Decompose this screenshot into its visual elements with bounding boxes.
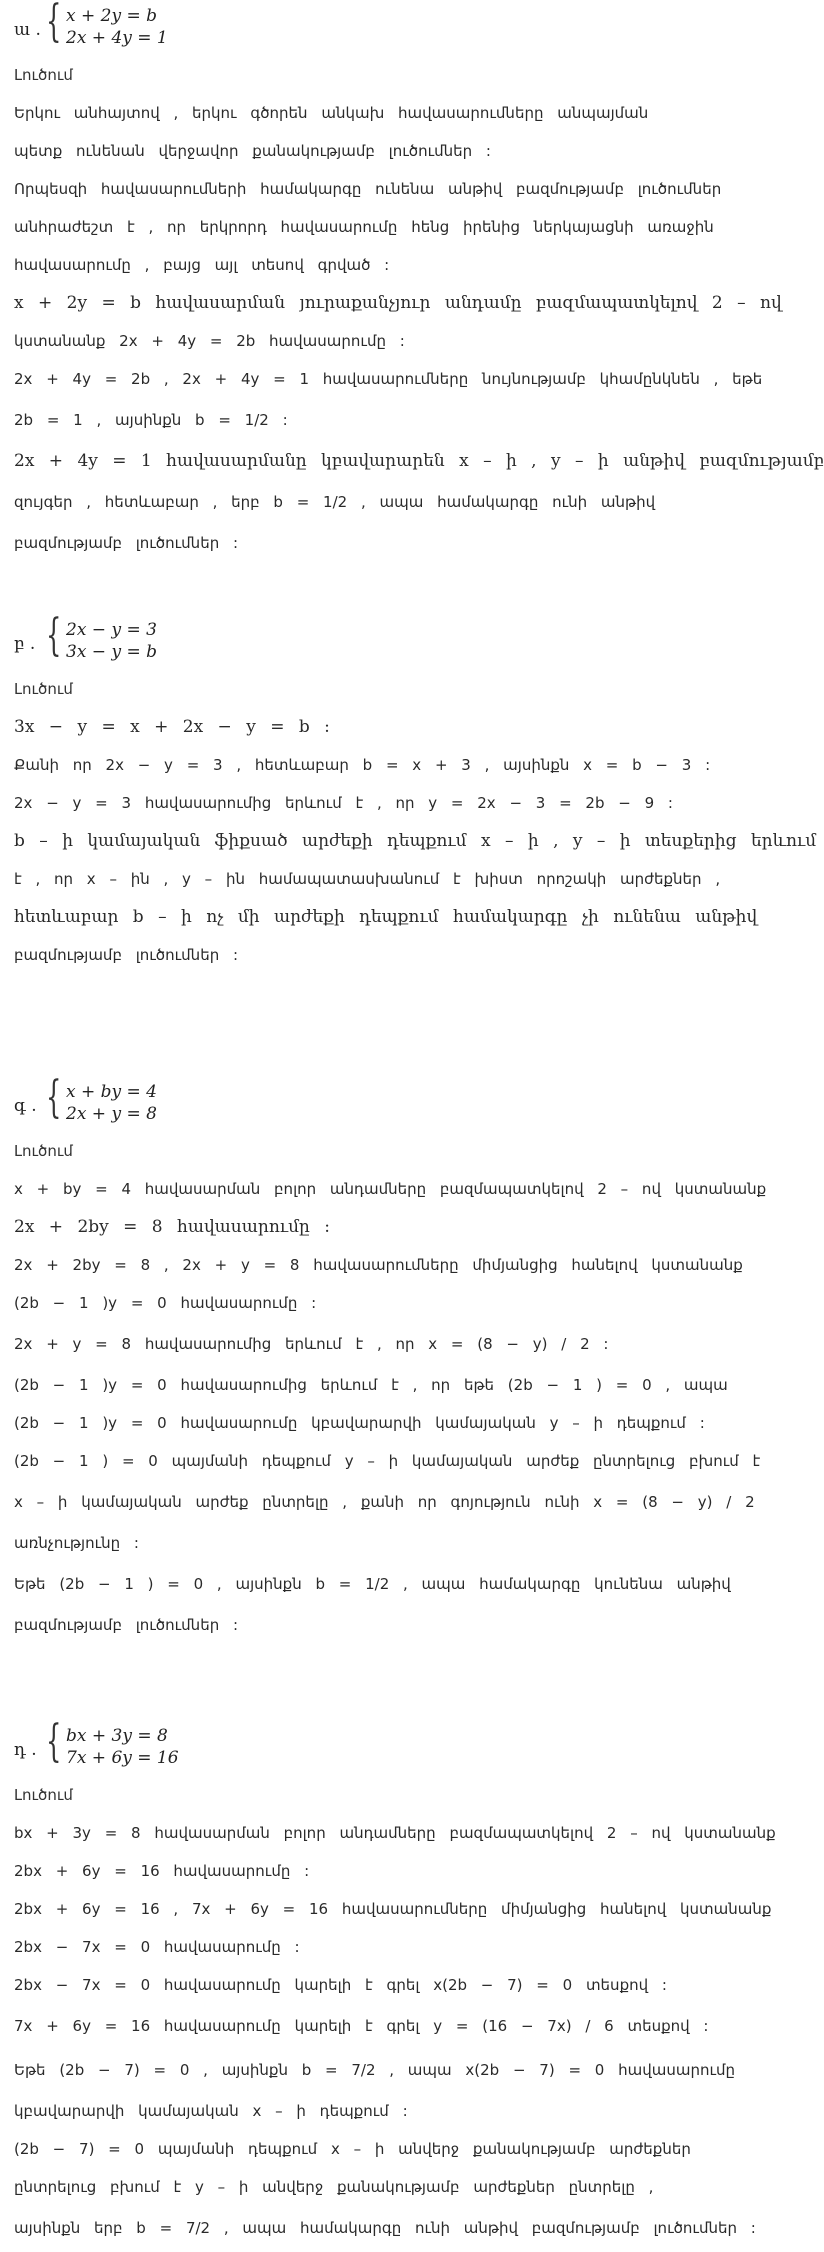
text-line: 2x − y = 3 հավասարումից երևում է , որ y = 2x − 3 = 2b − 9 :: [14, 794, 673, 812]
text-line: Որպեսզի հավասարումների համակարգը ունենա անթիվ բազմությամբ լուծումներ: [14, 180, 722, 198]
solution-heading: Լուծում: [14, 66, 73, 84]
text-line: անհրաժեշտ է , որ երկրորդ հավասարումը հենց իրենից ներկայացնի առաջին: [14, 218, 714, 236]
text-line: (2b − 1 )y = 0 հավասարումը կբավարարվի կամայական y – ի դեպքում :: [14, 1414, 705, 1432]
problem-label: դ .: [14, 1740, 37, 1760]
equation-2: 2x + 4y = 1: [66, 28, 168, 48]
equation-1: bx + 3y = 8: [66, 1726, 168, 1746]
problem-label: գ .: [14, 1096, 37, 1116]
text-line: 2x + 2by = 8 հավասարումը :: [14, 1217, 330, 1237]
text-line: Եթե (2b − 7) = 0 , այսինքն b = 7/2 , ապա x(2b − 7) = 0 հավասարումը: [14, 2061, 736, 2079]
equation-system: [14, 1072, 704, 1132]
equation-2: 2x + y = 8: [66, 1104, 157, 1124]
text-line: (2b − 7) = 0 պայմանի դեպքում x – ի անվերջ քանակությամբ արժեքներ: [14, 2140, 691, 2158]
problem-c: [14, 1072, 767, 1644]
text-line: զույգեր , հետևաբար , երբ b = 1/2 , ապա համակարգը ունի անթիվ: [14, 493, 656, 511]
text-line: b – ի կամայական ֆիքսած արժեքի դեպքում x – ի , y – ի տեսքերից երևում: [14, 831, 817, 851]
text-line: 2bx + 6y = 16 , 7x + 6y = 16 հավասարումները միմյանցից հանելով կստանանք: [14, 1900, 772, 1918]
problem-label: ա .: [14, 20, 41, 40]
text-line: պետք ունենան վերջավոր քանակությամբ լուծումներ :: [14, 142, 491, 160]
text-line: կբավարարվի կամայական x – ի դեպքում :: [14, 2102, 408, 2120]
problem-b: [14, 610, 817, 974]
equation-2: 3x − y = b: [66, 642, 157, 662]
solution-heading: Լուծում: [14, 1786, 73, 1804]
brace-icon: {: [46, 610, 62, 661]
text-line: 2x + 4y = 2b , 2x + 4y = 1 հավասարումները նույնությամբ կհամընկնեն , եթե: [14, 370, 763, 388]
solution-heading: Լուծում: [14, 1142, 73, 1160]
equation-1: x + by = 4: [66, 1082, 157, 1102]
text-line: Քանի որ 2x − y = 3 , հետևաբար b = x + 3 , այսինքն x = b − 3 :: [14, 756, 711, 774]
text-line: bx + 3y = 8 հավասարման բոլոր անդամները բազմապատկելով 2 – ով կստանանք: [14, 1824, 776, 1842]
text-line: կստանանք 2x + 4y = 2b հավասարումը :: [14, 332, 405, 350]
equation-2: 7x + 6y = 16: [66, 1748, 179, 1768]
text-line: x + by = 4 հավասարման բոլոր անդամները բազմապատկելով 2 – ով կստանանք: [14, 1180, 767, 1198]
text-line: (2b − 1 )y = 0 հավասարումը :: [14, 1294, 317, 1312]
text-line: x – ի կամայական արժեք ընտրելը , քանի որ գոյություն ունի x = (8 − y) / 2: [14, 1493, 755, 1511]
text-line: 2x + 4y = 1 հավասարմանը կբավարարեն x – ի , y – ի անթիվ բազմությամբ: [14, 451, 824, 471]
brace-icon: {: [46, 1072, 62, 1123]
text-line: առնչությունը :: [14, 1534, 139, 1552]
text-line: x + 2y = b հավասարման յուրաքանչյուր անդամը բազմապատկելով 2 – ով: [14, 293, 782, 313]
equation-1: x + 2y = b: [66, 6, 157, 26]
text-line: 2bx − 7x = 0 հավասարումը :: [14, 1938, 300, 1956]
problem-d: [14, 1716, 776, 2250]
text-line: 2b = 1 , այսինքն b = 1/2 :: [14, 411, 288, 429]
equation-1: 2x − y = 3: [66, 620, 157, 640]
equation-system: [14, 0, 704, 56]
text-line: 3x − y = x + 2x − y = b :: [14, 717, 330, 737]
brace-icon: {: [46, 1716, 62, 1767]
brace-icon: {: [46, 0, 62, 47]
text-line: բազմությամբ լուծումներ :: [14, 946, 239, 964]
text-line: 7x + 6y = 16 հավասարումը կարելի է գրել y = (16 − 7x) / 6 տեսքով :: [14, 2017, 709, 2035]
text-line: է , որ x – ին , y – ին համապատասխանում է խիստ որոշակի արժեքներ ,: [14, 870, 721, 888]
equation-system: [14, 1716, 704, 1776]
text-line: (2b − 1 ) = 0 պայմանի դեպքում y – ի կամայական արժեք ընտրելուց բխում է: [14, 1452, 761, 1470]
text-line: 2bx − 7x = 0 հավասարումը կարելի է գրել x(2b − 7) = 0 տեսքով :: [14, 1976, 667, 1994]
text-line: բազմությամբ լուծումներ :: [14, 534, 239, 552]
text-line: այսինքն երբ b = 7/2 , ապա համակարգը ունի անթիվ բազմությամբ լուծումներ :: [14, 2219, 756, 2237]
solution-heading: Լուծում: [14, 680, 73, 698]
text-line: 2bx + 6y = 16 հավասարումը :: [14, 1862, 310, 1880]
text-line: (2b − 1 )y = 0 հավասարումից երևում է , որ եթե (2b − 1 ) = 0 , ապա: [14, 1376, 728, 1394]
problem-label: բ .: [14, 634, 36, 654]
equation-system: [14, 610, 704, 670]
text-line: ընտրելուց բխում է y – ի անվերջ քանակությամբ արժեքներ ընտրելը ,: [14, 2178, 654, 2196]
text-line: Եթե (2b − 1 ) = 0 , այսինքն b = 1/2 , ապա համակարգը կունենա անթիվ: [14, 1575, 731, 1593]
text-line: հետևաբար b – ի ոչ մի արժեքի դեպքում համակարգը չի ունենա անթիվ: [14, 907, 758, 927]
text-line: 2x + 2by = 8 , 2x + y = 8 հավասարումները միմյանցից հանելով կստանանք: [14, 1256, 743, 1274]
problem-a: [14, 0, 824, 562]
text-line: հավասարումը , բայց այլ տեսով գրված :: [14, 256, 390, 274]
text-line: 2x + y = 8 հավասարումից երևում է , որ x = (8 − y) / 2 :: [14, 1335, 609, 1353]
text-line: Երկու անհայտով , երկու գծորեն անկախ հավասարումները անպայման: [14, 104, 649, 122]
text-line: բազմությամբ լուծումներ :: [14, 1616, 239, 1634]
